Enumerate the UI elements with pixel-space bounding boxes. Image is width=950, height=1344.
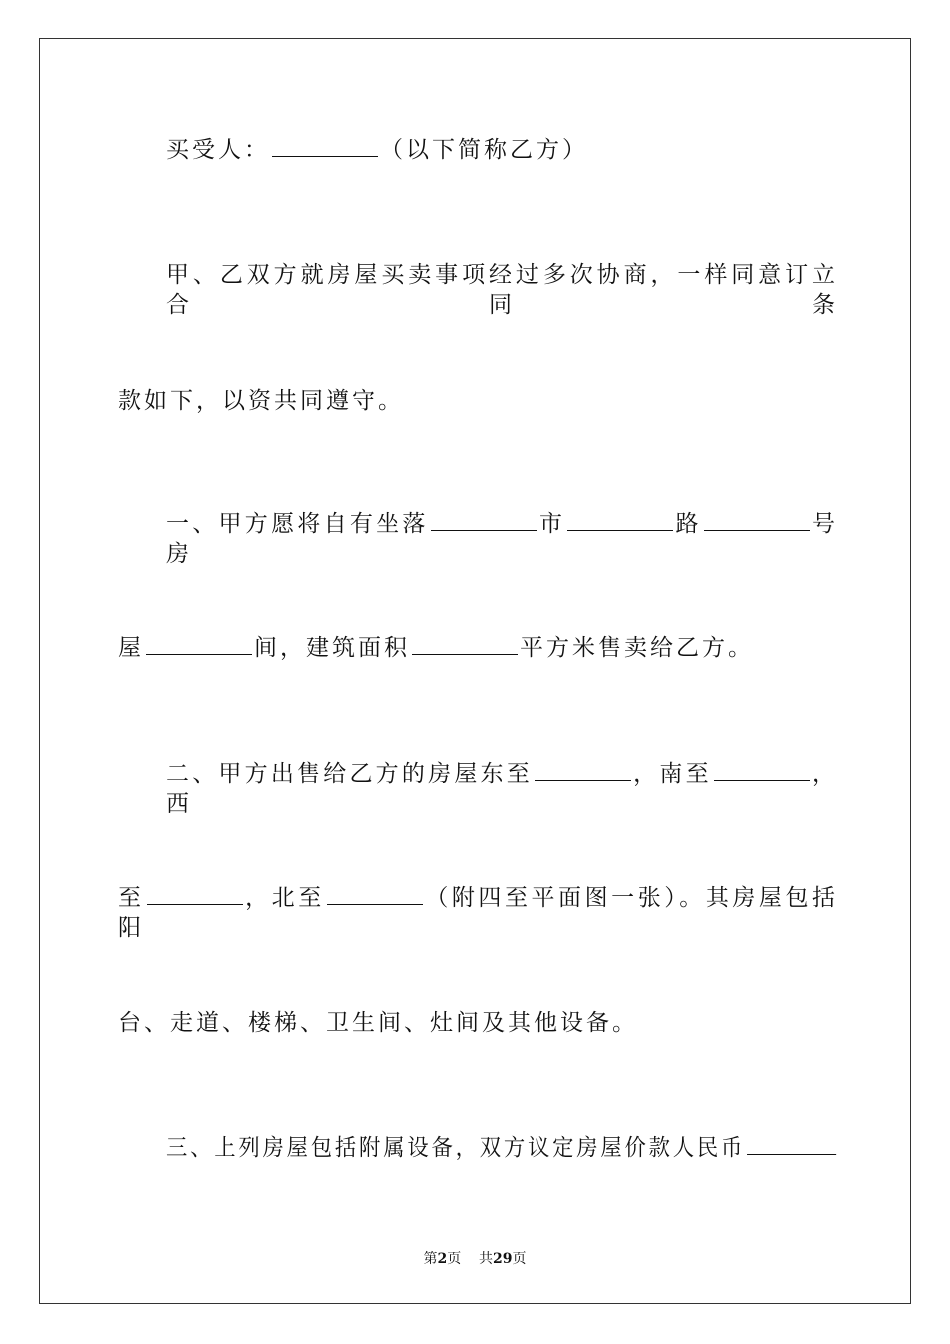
intro-line-1 (166, 260, 838, 320)
clause-1-text-a: 一、甲方愿将自有坐落 (166, 511, 429, 537)
clause-2-line-2 (118, 883, 838, 943)
page-footer (0, 1248, 950, 1268)
footer-page-prefix: 第 (423, 1251, 438, 1267)
clause-2-text-f: （附四至平面图一张）。其房屋包括阳 (118, 885, 839, 941)
clause-3-text-a: 三、上列房屋包括附属设备，双方议定房屋价款人民币 (166, 1135, 746, 1161)
clause-2-text-g: 台、走道、楼梯、卫生间、灶间及其他设备。 (118, 1010, 638, 1036)
city-blank (431, 510, 537, 531)
west-blank (147, 884, 243, 905)
clause-2-line-1 (166, 759, 838, 819)
intro-text-2: 款如下，以资共同遵守。 (118, 388, 404, 414)
clause-2-text-b: ，南至 (632, 761, 712, 787)
clause-2-text-a: 二、甲方出售给乙方的房屋东至 (166, 761, 533, 787)
rooms-blank (146, 634, 252, 655)
clause-1-line-2 (118, 633, 838, 663)
footer-total-number: 29 (493, 1251, 513, 1267)
clause-1-text-c: 路 (675, 511, 702, 537)
footer-page-number: 2 (437, 1251, 448, 1267)
area-blank (412, 634, 518, 655)
price-blank (747, 1134, 836, 1155)
footer-page-unit: 页 (447, 1251, 462, 1267)
page-frame (39, 38, 911, 1304)
number-blank (704, 510, 810, 531)
clause-1-line-1 (166, 509, 838, 569)
clause-3-line-1 (166, 1133, 790, 1163)
road-blank (567, 510, 673, 531)
footer-total-prefix: 共 (479, 1251, 494, 1267)
east-blank (535, 760, 631, 781)
buyer-line (166, 135, 838, 165)
clause-1-text-b: 市 (538, 511, 566, 537)
buyer-label: 买受人： (166, 137, 270, 163)
intro-line-2 (118, 386, 838, 416)
clause-1-text-g: 平方米售卖给乙方。 (520, 635, 754, 661)
intro-text-1: 甲、乙双方就房屋买卖事项经过多次协商，一样同意订立合同条 (166, 262, 838, 318)
buyer-suffix: （以下简称乙方） (380, 137, 588, 163)
clause-2-text-c: ，西 (166, 761, 839, 817)
footer-total-unit: 页 (512, 1251, 527, 1267)
clause-2-line-3 (118, 1008, 838, 1038)
north-blank (327, 884, 423, 905)
clause-1-text-d: 号房 (166, 511, 839, 567)
clause-1-text-e: 屋 (118, 635, 144, 661)
south-blank (714, 760, 810, 781)
clause-2-text-e: ，北至 (244, 885, 325, 911)
buyer-blank (272, 136, 378, 157)
clause-2-text-d: 至 (118, 885, 145, 911)
clause-1-text-f: 间，建筑面积 (254, 635, 410, 661)
